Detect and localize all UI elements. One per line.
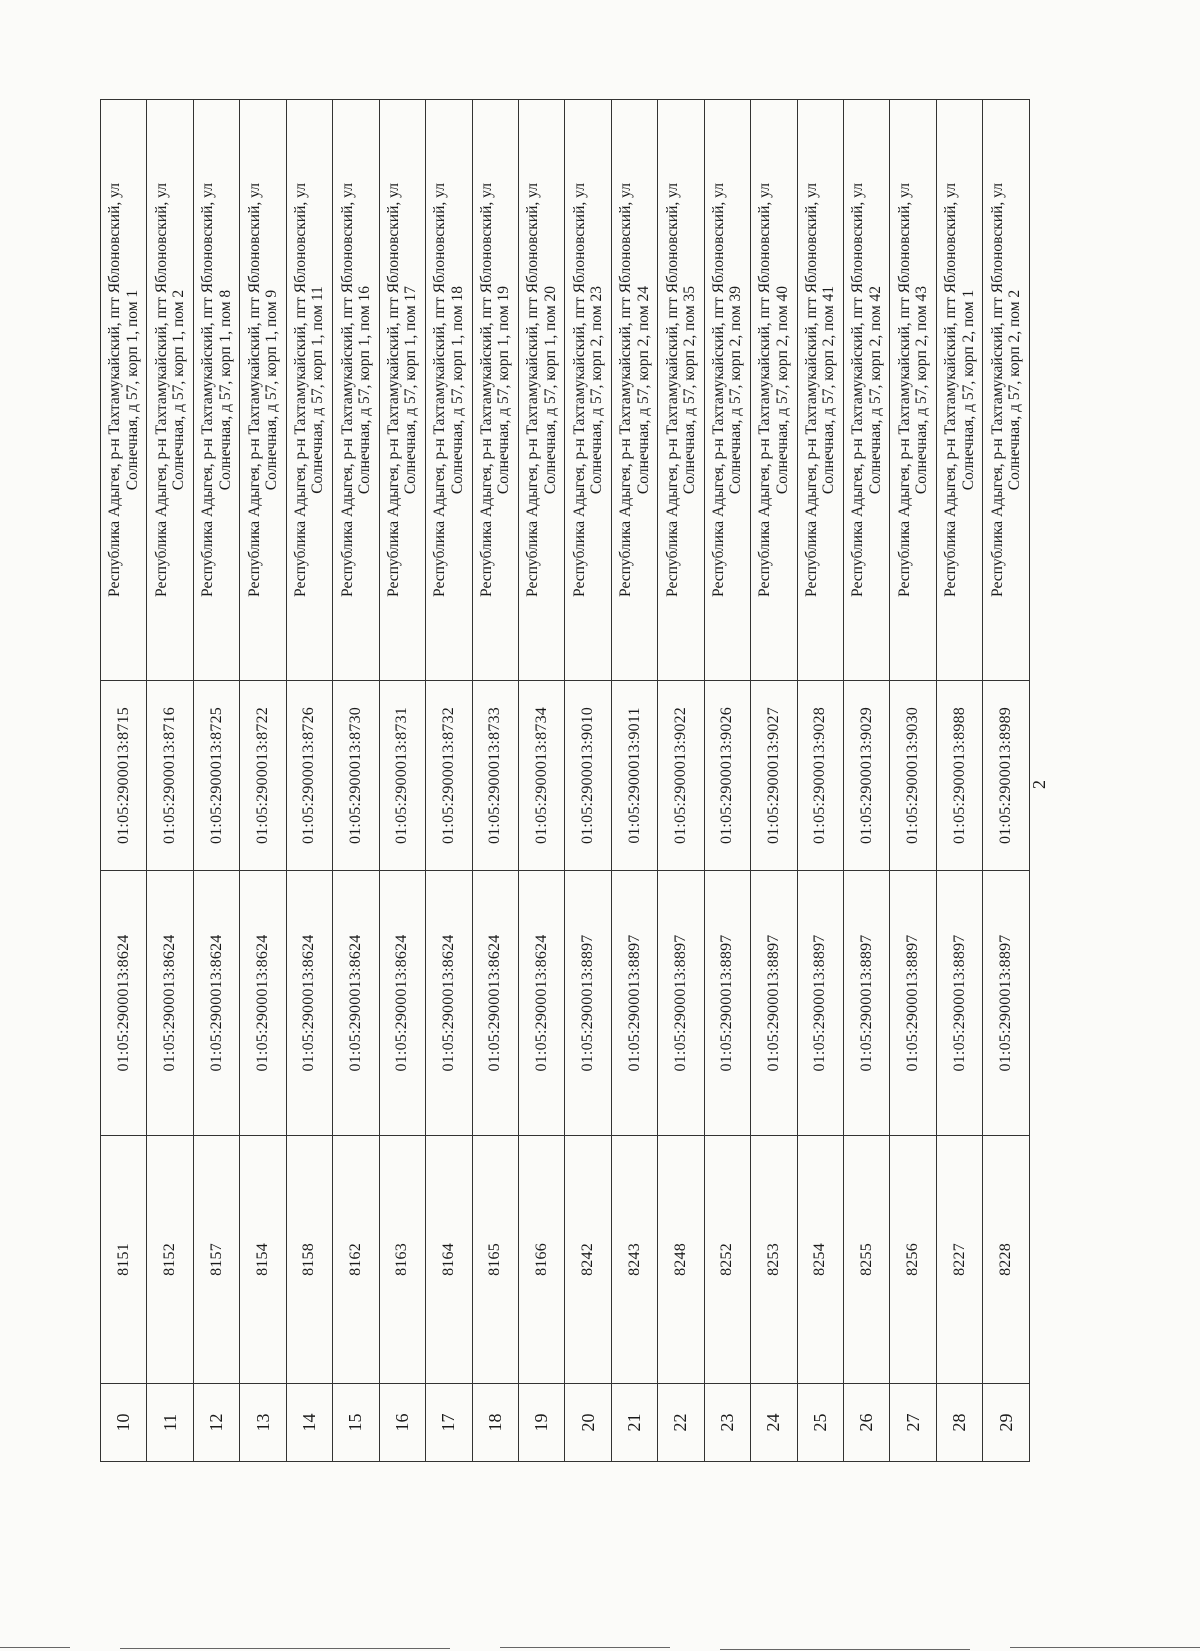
scan-artifact-line — [720, 1649, 970, 1650]
cadastral-number-cell: 01:05:2900013:8988 — [936, 681, 982, 871]
address-line-1: Республика Адыгея, р-н Тахтамукайский, пгт Яблоновский, ул — [292, 183, 310, 597]
address-cell — [844, 100, 890, 681]
table-row — [147, 100, 193, 1462]
record-number-cell: 8157 — [193, 1136, 239, 1384]
table-row — [751, 100, 797, 1462]
address-line-2: Солнечная, д 57, корп 1, пом 11 — [309, 286, 327, 494]
address-cell — [518, 100, 564, 681]
parent-cadastral-number-cell: 01:05:2900013:8897 — [797, 871, 843, 1136]
cadastral-number-cell: 01:05:2900013:9010 — [565, 681, 611, 871]
cadastral-number-cell: 01:05:2900013:8716 — [147, 681, 193, 871]
record-number-cell: 8228 — [983, 1136, 1030, 1384]
table-row — [704, 100, 750, 1462]
address-line-2: Солнечная, д 57, корп 1, пом 17 — [402, 285, 420, 495]
parent-cadastral-number-cell: 01:05:2900013:8897 — [890, 871, 936, 1136]
address-cell — [147, 100, 193, 681]
record-number-cell: 8256 — [890, 1136, 936, 1384]
address-line-1: Республика Адыгея, р-н Тахтамукайский, пгт Яблоновский, ул — [152, 183, 170, 597]
row-number-cell: 11 — [147, 1384, 193, 1462]
record-number-cell: 8166 — [518, 1136, 564, 1384]
address-line-1: Республика Адыгея, р-н Тахтамукайский, пгт Яблоновский, ул — [524, 183, 542, 597]
record-number-cell: 8162 — [333, 1136, 379, 1384]
table-row — [936, 100, 982, 1462]
address-cell — [426, 100, 472, 681]
address-line-2: Солнечная, д 57, корп 2, пом 41 — [820, 285, 838, 495]
table-row — [240, 100, 286, 1462]
table-row — [658, 100, 704, 1462]
address-cell — [658, 100, 704, 681]
parent-cadastral-number-cell: 01:05:2900013:8897 — [565, 871, 611, 1136]
address-line-2: Солнечная, д 57, корп 1, пом 16 — [355, 285, 373, 495]
record-number-cell: 8255 — [844, 1136, 890, 1384]
record-number-cell: 8227 — [936, 1136, 982, 1384]
address-line-2: Солнечная, д 57, корп 2, пом 35 — [680, 285, 698, 495]
address-cell — [565, 100, 611, 681]
cadastral-number-cell: 01:05:2900013:9026 — [704, 681, 750, 871]
page-number: 2 — [1029, 780, 1049, 789]
row-number-cell: 16 — [379, 1384, 425, 1462]
address-line-2: Солнечная, д 57, корп 1, пом 8 — [216, 289, 234, 491]
cadastral-number-cell: 01:05:2900013:9030 — [890, 681, 936, 871]
address-line-1: Республика Адыгея, р-н Тахтамукайский, пгт Яблоновский, ул — [895, 183, 913, 597]
rotated-table-wrapper — [100, 100, 1030, 1462]
row-number-cell: 12 — [193, 1384, 239, 1462]
row-number-cell: 19 — [518, 1384, 564, 1462]
row-number-cell: 22 — [658, 1384, 704, 1462]
cadastral-number-cell: 01:05:2900013:8732 — [426, 681, 472, 871]
address-cell — [936, 100, 982, 681]
address-line-2: Солнечная, д 57, корп 2, пом 1 — [959, 289, 977, 491]
address-line-1: Республика Адыгея, р-н Тахтамукайский, пгт Яблоновский, ул — [384, 183, 402, 597]
address-line-1: Республика Адыгея, р-н Тахтамукайский, пгт Яблоновский, ул — [663, 183, 681, 597]
table-row — [101, 100, 147, 1462]
row-number-cell: 15 — [333, 1384, 379, 1462]
record-number-cell: 8165 — [472, 1136, 518, 1384]
record-number-cell: 8252 — [704, 1136, 750, 1384]
cadastral-number-cell: 01:05:2900013:8722 — [240, 681, 286, 871]
row-number-cell: 20 — [565, 1384, 611, 1462]
address-line-2: Солнечная, д 57, корп 2, пом 2 — [1006, 289, 1024, 491]
record-number-cell: 8242 — [565, 1136, 611, 1384]
parent-cadastral-number-cell: 01:05:2900013:8897 — [704, 871, 750, 1136]
parent-cadastral-number-cell: 01:05:2900013:8897 — [751, 871, 797, 1136]
address-cell — [333, 100, 379, 681]
address-line-2: Солнечная, д 57, корп 2, пом 24 — [634, 285, 652, 495]
table-row — [611, 100, 657, 1462]
row-number-cell: 24 — [751, 1384, 797, 1462]
scan-artifact-line — [0, 1647, 70, 1648]
row-number-cell: 21 — [611, 1384, 657, 1462]
address-cell — [101, 100, 147, 681]
table-row — [890, 100, 936, 1462]
parent-cadastral-number-cell: 01:05:2900013:8897 — [844, 871, 890, 1136]
record-number-cell: 8154 — [240, 1136, 286, 1384]
registry-table — [100, 99, 1030, 1462]
table-row — [983, 100, 1030, 1462]
address-line-1: Республика Адыгея, р-н Тахтамукайский, пгт Яблоновский, ул — [570, 183, 588, 597]
record-number-cell: 8253 — [751, 1136, 797, 1384]
address-line-1: Республика Адыгея, р-н Тахтамукайский, пгт Яблоновский, ул — [942, 183, 960, 597]
address-cell — [240, 100, 286, 681]
address-line-2: Солнечная, д 57, корп 2, пом 40 — [773, 285, 791, 495]
row-number-cell: 23 — [704, 1384, 750, 1462]
address-line-2: Солнечная, д 57, корп 2, пом 23 — [588, 285, 606, 495]
address-line-2: Солнечная, д 57, корп 2, пом 43 — [913, 285, 931, 495]
cadastral-number-cell: 01:05:2900013:9028 — [797, 681, 843, 871]
parent-cadastral-number-cell: 01:05:2900013:8624 — [518, 871, 564, 1136]
parent-cadastral-number-cell: 01:05:2900013:8624 — [426, 871, 472, 1136]
parent-cadastral-number-cell: 01:05:2900013:8897 — [983, 871, 1030, 1136]
address-line-2: Солнечная, д 57, корп 2, пом 39 — [727, 285, 745, 495]
scan-artifact-line — [500, 1647, 670, 1648]
cadastral-number-cell: 01:05:2900013:8730 — [333, 681, 379, 871]
row-number-cell: 17 — [426, 1384, 472, 1462]
cadastral-number-cell: 01:05:2900013:8726 — [286, 681, 332, 871]
row-number-cell: 25 — [797, 1384, 843, 1462]
table-row — [797, 100, 843, 1462]
record-number-cell: 8254 — [797, 1136, 843, 1384]
address-line-2: Солнечная, д 57, корп 1, пом 2 — [170, 289, 188, 491]
table-row — [193, 100, 239, 1462]
record-number-cell: 8152 — [147, 1136, 193, 1384]
address-cell — [983, 100, 1030, 681]
row-number-cell: 28 — [936, 1384, 982, 1462]
cadastral-number-cell: 01:05:2900013:8715 — [101, 681, 147, 871]
record-number-cell: 8158 — [286, 1136, 332, 1384]
table-row — [565, 100, 611, 1462]
address-line-1: Республика Адыгея, р-н Тахтамукайский, пгт Яблоновский, ул — [245, 183, 263, 597]
row-number-cell: 13 — [240, 1384, 286, 1462]
address-line-2: Солнечная, д 57, корп 1, пом 20 — [541, 285, 559, 495]
address-line-1: Республика Адыгея, р-н Тахтамукайский, пгт Яблоновский, ул — [802, 183, 820, 597]
address-line-1: Республика Адыгея, р-н Тахтамукайский, пгт Яблоновский, ул — [710, 183, 728, 597]
table-row — [379, 100, 425, 1462]
parent-cadastral-number-cell: 01:05:2900013:8624 — [193, 871, 239, 1136]
address-cell — [611, 100, 657, 681]
parent-cadastral-number-cell: 01:05:2900013:8624 — [240, 871, 286, 1136]
address-cell — [472, 100, 518, 681]
row-number-cell: 18 — [472, 1384, 518, 1462]
table-row — [518, 100, 564, 1462]
parent-cadastral-number-cell: 01:05:2900013:8624 — [333, 871, 379, 1136]
parent-cadastral-number-cell: 01:05:2900013:8624 — [286, 871, 332, 1136]
cadastral-number-cell: 01:05:2900013:8731 — [379, 681, 425, 871]
address-cell — [704, 100, 750, 681]
scan-artifact-line — [120, 1648, 450, 1649]
table-row — [844, 100, 890, 1462]
parent-cadastral-number-cell: 01:05:2900013:8624 — [379, 871, 425, 1136]
address-line-1: Республика Адыгея, р-н Тахтамукайский, пгт Яблоновский, ул — [199, 183, 217, 597]
parent-cadastral-number-cell: 01:05:2900013:8897 — [611, 871, 657, 1136]
address-line-1: Республика Адыгея, р-н Тахтамукайский, пгт Яблоновский, ул — [477, 183, 495, 597]
address-line-1: Республика Адыгея, р-н Тахтамукайский, пгт Яблоновский, ул — [106, 183, 124, 597]
registry-table-body — [101, 100, 1030, 1462]
row-number-cell: 26 — [844, 1384, 890, 1462]
record-number-cell: 8248 — [658, 1136, 704, 1384]
parent-cadastral-number-cell: 01:05:2900013:8624 — [147, 871, 193, 1136]
address-cell — [890, 100, 936, 681]
parent-cadastral-number-cell: 01:05:2900013:8624 — [101, 871, 147, 1136]
cadastral-number-cell: 01:05:2900013:8725 — [193, 681, 239, 871]
table-row — [472, 100, 518, 1462]
record-number-cell: 8164 — [426, 1136, 472, 1384]
address-line-1: Республика Адыгея, р-н Тахтамукайский, пгт Яблоновский, ул — [849, 183, 867, 597]
address-line-2: Солнечная, д 57, корп 1, пом 19 — [495, 285, 513, 495]
table-row — [426, 100, 472, 1462]
cadastral-number-cell: 01:05:2900013:9027 — [751, 681, 797, 871]
row-number-cell: 10 — [101, 1384, 147, 1462]
address-line-2: Солнечная, д 57, корп 1, пом 1 — [123, 289, 141, 491]
address-line-1: Республика Адыгея, р-н Тахтамукайский, пгт Яблоновский, ул — [988, 183, 1006, 597]
record-number-cell: 8243 — [611, 1136, 657, 1384]
table-row — [286, 100, 332, 1462]
address-cell — [797, 100, 843, 681]
cadastral-number-cell: 01:05:2900013:8734 — [518, 681, 564, 871]
address-cell — [193, 100, 239, 681]
address-cell — [379, 100, 425, 681]
cadastral-number-cell: 01:05:2900013:9022 — [658, 681, 704, 871]
record-number-cell: 8163 — [379, 1136, 425, 1384]
address-line-1: Республика Адыгея, р-н Тахтамукайский, пгт Яблоновский, ул — [756, 183, 774, 597]
address-line-1: Республика Адыгея, р-н Тахтамукайский, пгт Яблоновский, ул — [338, 183, 356, 597]
address-line-2: Солнечная, д 57, корп 1, пом 18 — [448, 285, 466, 495]
row-number-cell: 27 — [890, 1384, 936, 1462]
address-cell — [751, 100, 797, 681]
cadastral-number-cell: 01:05:2900013:9029 — [844, 681, 890, 871]
cadastral-number-cell: 01:05:2900013:8733 — [472, 681, 518, 871]
address-line-2: Солнечная, д 57, корп 1, пом 9 — [263, 289, 281, 491]
address-line-1: Республика Адыгея, р-н Тахтамукайский, пгт Яблоновский, ул — [431, 183, 449, 597]
cadastral-number-cell: 01:05:2900013:9011 — [611, 681, 657, 871]
parent-cadastral-number-cell: 01:05:2900013:8897 — [936, 871, 982, 1136]
cadastral-number-cell: 01:05:2900013:8989 — [983, 681, 1030, 871]
table-row — [333, 100, 379, 1462]
address-line-1: Республика Адыгея, р-н Тахтамукайский, пгт Яблоновский, ул — [617, 183, 635, 597]
record-number-cell: 8151 — [101, 1136, 147, 1384]
address-line-2: Солнечная, д 57, корп 2, пом 42 — [866, 285, 884, 495]
row-number-cell: 29 — [983, 1384, 1030, 1462]
parent-cadastral-number-cell: 01:05:2900013:8624 — [472, 871, 518, 1136]
parent-cadastral-number-cell: 01:05:2900013:8897 — [658, 871, 704, 1136]
row-number-cell: 14 — [286, 1384, 332, 1462]
address-cell — [286, 100, 332, 681]
scan-artifact-line — [1010, 1647, 1200, 1648]
